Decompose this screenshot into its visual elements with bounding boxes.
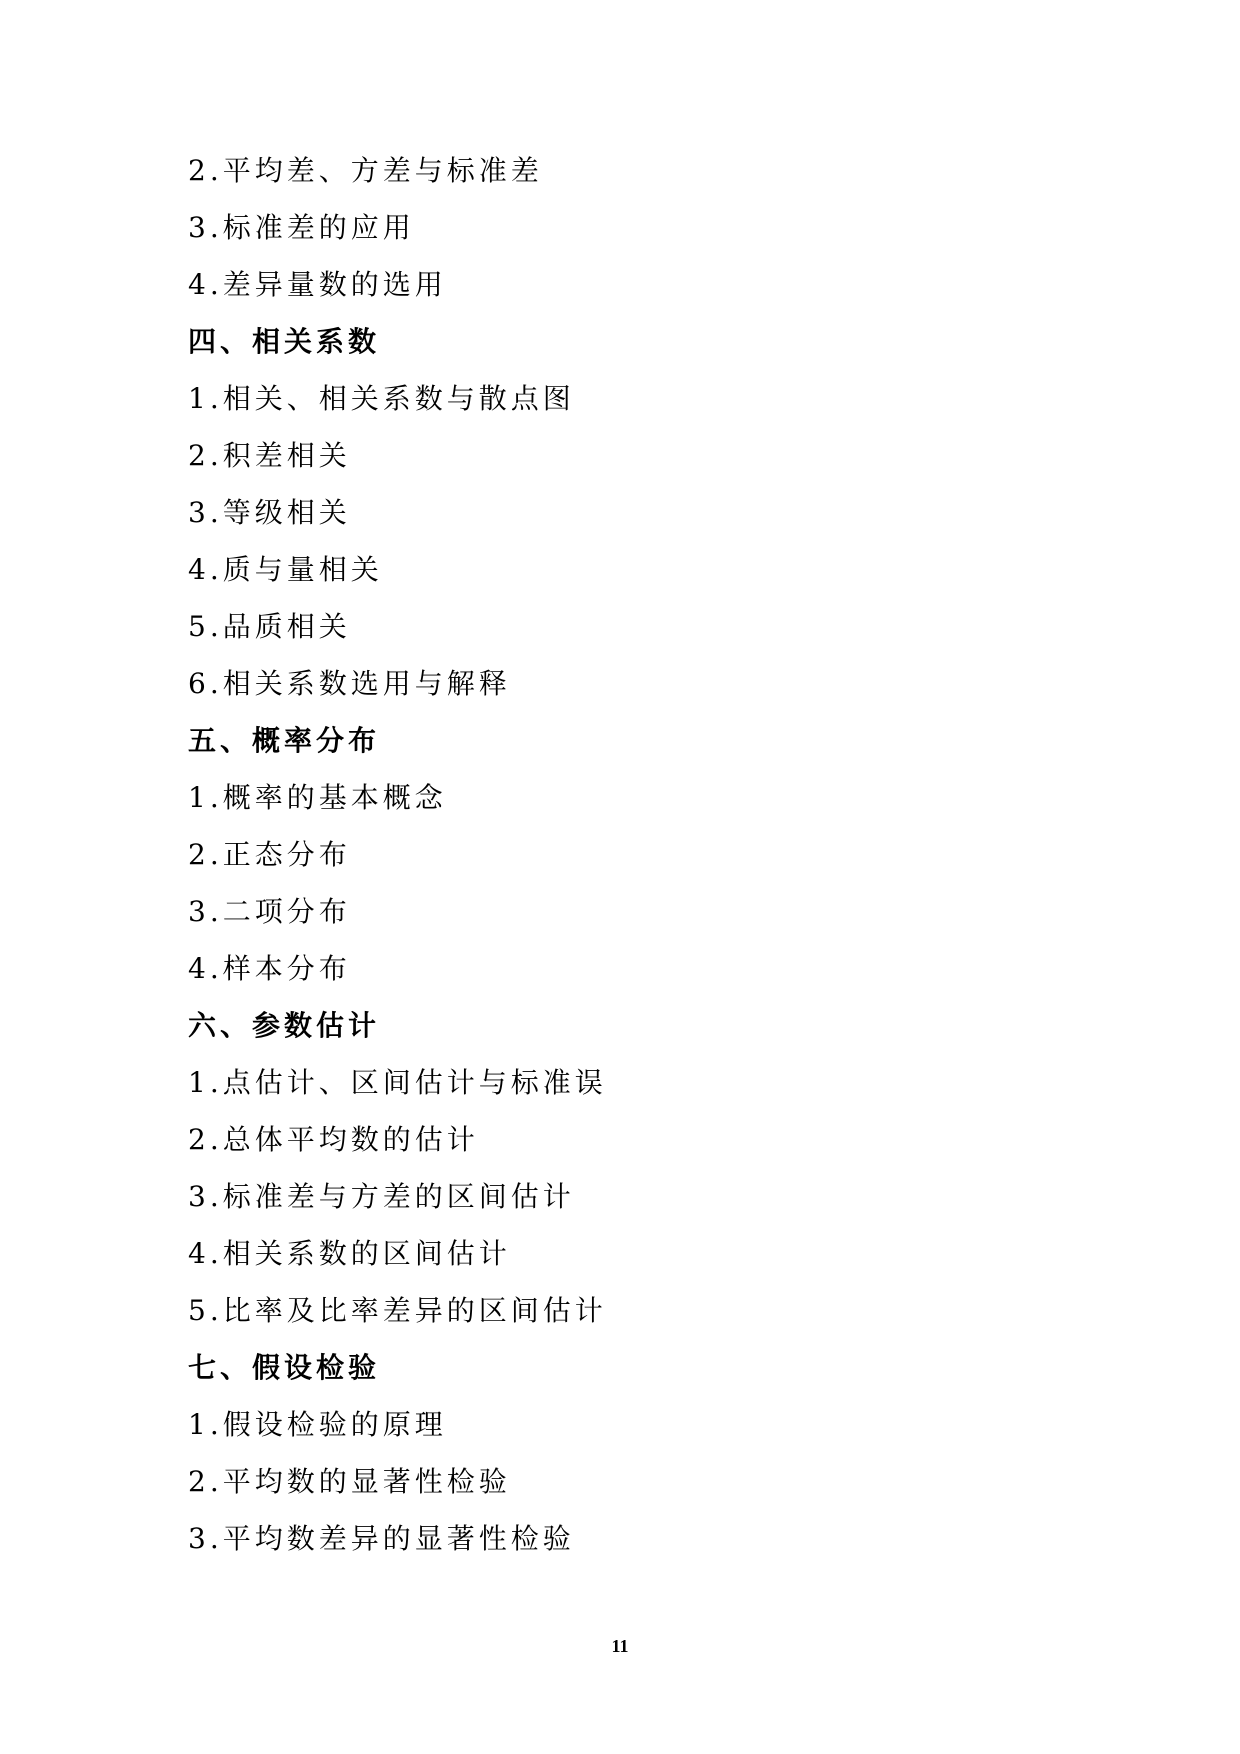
section-heading: 四、相关系数 — [188, 325, 381, 358]
outline-item: 4.质与量相关 — [188, 553, 383, 586]
outline-item: 3.等级相关 — [188, 496, 351, 529]
outline-item: 3.标准差的应用 — [188, 211, 415, 244]
outline-item: 1.假设检验的原理 — [188, 1408, 447, 1441]
outline-item: 2.总体平均数的估计 — [188, 1123, 479, 1156]
section-heading: 五、概率分布 — [188, 724, 381, 757]
outline-item: 3.平均数差异的显著性检验 — [188, 1522, 575, 1555]
outline-item: 1.相关、相关系数与散点图 — [188, 382, 575, 415]
outline-item: 4.样本分布 — [188, 952, 351, 985]
section-heading: 七、假设检验 — [188, 1351, 381, 1384]
outline-item: 2.正态分布 — [188, 838, 351, 871]
outline-item: 2.平均数的显著性检验 — [188, 1465, 511, 1498]
outline-item: 5.品质相关 — [188, 610, 351, 643]
outline-item: 2.积差相关 — [188, 439, 351, 472]
outline-item: 3.标准差与方差的区间估计 — [188, 1180, 575, 1213]
outline-item: 6.相关系数选用与解释 — [188, 667, 511, 700]
outline-item: 4.差异量数的选用 — [188, 268, 447, 301]
outline-item: 3.二项分布 — [188, 895, 351, 928]
outline-item: 2.平均差、方差与标准差 — [188, 154, 543, 187]
outline-item: 1.点估计、区间估计与标准误 — [188, 1066, 607, 1099]
outline-content — [188, 142, 1088, 1567]
outline-item: 5.比率及比率差异的区间估计 — [188, 1294, 607, 1327]
outline-item: 4.相关系数的区间估计 — [188, 1237, 511, 1270]
section-heading: 六、参数估计 — [188, 1009, 381, 1042]
outline-item: 1.概率的基本概念 — [188, 781, 447, 814]
page-number: 11 — [611, 1636, 629, 1656]
